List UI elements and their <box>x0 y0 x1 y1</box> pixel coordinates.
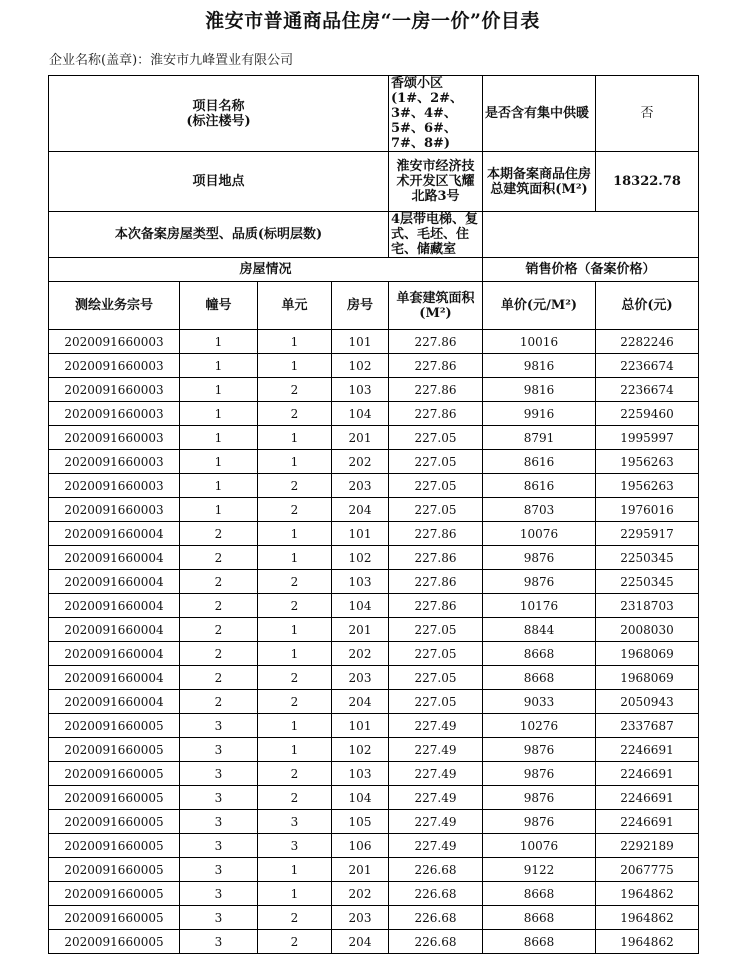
cell-total-price: 2236674 <box>596 354 699 378</box>
cell-total-price: 1964862 <box>596 930 699 954</box>
cell-survey-no: 2020091660004 <box>49 690 180 714</box>
cell-total-price: 2250345 <box>596 546 699 570</box>
cell-building: 1 <box>180 354 258 378</box>
total-area-value: 18322.78 <box>596 152 699 212</box>
company-name: 企业名称(盖章)：淮安市九峰置业有限公司 <box>49 53 294 68</box>
cell-total-price: 1995997 <box>596 426 699 450</box>
cell-area: 227.49 <box>389 786 483 810</box>
table-row <box>49 594 699 618</box>
cell-room: 104 <box>332 594 389 618</box>
price-label: 销售价格（备案价格） <box>483 258 699 282</box>
col-unit: 单元 <box>258 282 332 330</box>
cell-unit-price: 8616 <box>483 450 596 474</box>
cell-building: 2 <box>180 642 258 666</box>
cell-room: 106 <box>332 834 389 858</box>
cell-building: 3 <box>180 714 258 738</box>
cell-unit: 1 <box>258 642 332 666</box>
cell-total-price: 1956263 <box>596 474 699 498</box>
cell-room: 102 <box>332 738 389 762</box>
project-name-label: 项目名称 (标注楼号) <box>49 76 389 152</box>
cell-total-price: 1956263 <box>596 450 699 474</box>
cell-unit: 2 <box>258 666 332 690</box>
cell-building: 1 <box>180 330 258 354</box>
cell-area: 227.05 <box>389 618 483 642</box>
cell-building: 1 <box>180 474 258 498</box>
cell-building: 3 <box>180 906 258 930</box>
location-label: 项目地点 <box>49 152 389 212</box>
cell-survey-no: 2020091660004 <box>49 570 180 594</box>
cell-room: 103 <box>332 762 389 786</box>
cell-building: 3 <box>180 858 258 882</box>
cell-total-price: 1964862 <box>596 882 699 906</box>
cell-total-price: 1968069 <box>596 666 699 690</box>
blank-cell <box>483 212 699 258</box>
table-row <box>49 618 699 642</box>
cell-unit-price: 9816 <box>483 378 596 402</box>
cell-building: 3 <box>180 810 258 834</box>
cell-area: 226.68 <box>389 930 483 954</box>
cell-survey-no: 2020091660005 <box>49 738 180 762</box>
cell-area: 227.49 <box>389 810 483 834</box>
cell-survey-no: 2020091660005 <box>49 714 180 738</box>
cell-area: 226.68 <box>389 882 483 906</box>
cell-area: 227.49 <box>389 762 483 786</box>
cell-room: 103 <box>332 570 389 594</box>
table-row <box>49 426 699 450</box>
price-table <box>48 75 699 954</box>
table-row <box>49 522 699 546</box>
cell-total-price: 2250345 <box>596 570 699 594</box>
cell-survey-no: 2020091660005 <box>49 762 180 786</box>
cell-unit-price: 9876 <box>483 546 596 570</box>
cell-unit-price: 10016 <box>483 330 596 354</box>
cell-room: 101 <box>332 714 389 738</box>
cell-unit: 2 <box>258 378 332 402</box>
table-row <box>49 810 699 834</box>
cell-unit-price: 9916 <box>483 402 596 426</box>
cell-building: 2 <box>180 666 258 690</box>
cell-unit: 1 <box>258 450 332 474</box>
cell-room: 104 <box>332 786 389 810</box>
cell-building: 3 <box>180 762 258 786</box>
cell-unit: 1 <box>258 738 332 762</box>
cell-room: 102 <box>332 546 389 570</box>
project-name-value: 香颂小区(1#、2#、3#、4#、5#、6#、7#、8#) <box>389 76 483 152</box>
col-building: 幢号 <box>180 282 258 330</box>
cell-room: 203 <box>332 906 389 930</box>
cell-total-price: 1976016 <box>596 498 699 522</box>
cell-survey-no: 2020091660005 <box>49 882 180 906</box>
cell-area: 227.05 <box>389 474 483 498</box>
cell-unit-price: 8791 <box>483 426 596 450</box>
cell-survey-no: 2020091660003 <box>49 378 180 402</box>
cell-unit: 2 <box>258 402 332 426</box>
table-row <box>49 330 699 354</box>
cell-building: 2 <box>180 594 258 618</box>
cell-unit-price: 10176 <box>483 594 596 618</box>
cell-room: 202 <box>332 450 389 474</box>
table-row <box>49 906 699 930</box>
cell-survey-no: 2020091660004 <box>49 522 180 546</box>
cell-building: 2 <box>180 522 258 546</box>
cell-total-price: 2236674 <box>596 378 699 402</box>
col-survey-no: 测绘业务宗号 <box>49 282 180 330</box>
cell-unit: 2 <box>258 930 332 954</box>
cell-survey-no: 2020091660004 <box>49 666 180 690</box>
cell-total-price: 1964862 <box>596 906 699 930</box>
cell-room: 204 <box>332 498 389 522</box>
cell-survey-no: 2020091660004 <box>49 546 180 570</box>
cell-area: 227.49 <box>389 834 483 858</box>
table-row <box>49 450 699 474</box>
cell-survey-no: 2020091660004 <box>49 594 180 618</box>
cell-unit-price: 10276 <box>483 714 596 738</box>
cell-building: 3 <box>180 930 258 954</box>
cell-unit-price: 8668 <box>483 882 596 906</box>
cell-unit-price: 8616 <box>483 474 596 498</box>
cell-unit: 2 <box>258 570 332 594</box>
table-row <box>49 378 699 402</box>
cell-survey-no: 2020091660003 <box>49 450 180 474</box>
cell-building: 2 <box>180 690 258 714</box>
cell-unit: 2 <box>258 906 332 930</box>
cell-unit-price: 9816 <box>483 354 596 378</box>
cell-survey-no: 2020091660003 <box>49 426 180 450</box>
cell-survey-no: 2020091660003 <box>49 354 180 378</box>
cell-building: 3 <box>180 882 258 906</box>
cell-building: 2 <box>180 546 258 570</box>
cell-unit: 2 <box>258 498 332 522</box>
cell-building: 2 <box>180 618 258 642</box>
cell-area: 227.05 <box>389 498 483 522</box>
table-row <box>49 858 699 882</box>
cell-room: 201 <box>332 618 389 642</box>
cell-building: 1 <box>180 426 258 450</box>
cell-unit-price: 9033 <box>483 690 596 714</box>
cell-building: 1 <box>180 498 258 522</box>
cell-total-price: 1968069 <box>596 642 699 666</box>
cell-building: 1 <box>180 450 258 474</box>
cell-unit-price: 8668 <box>483 930 596 954</box>
table-body <box>49 330 699 954</box>
col-total-price: 总价(元) <box>596 282 699 330</box>
cell-survey-no: 2020091660003 <box>49 474 180 498</box>
cell-building: 3 <box>180 834 258 858</box>
cell-total-price: 2008030 <box>596 618 699 642</box>
cell-building: 2 <box>180 570 258 594</box>
cell-survey-no: 2020091660005 <box>49 858 180 882</box>
cell-room: 201 <box>332 858 389 882</box>
cell-survey-no: 2020091660004 <box>49 618 180 642</box>
cell-total-price: 2050943 <box>596 690 699 714</box>
cell-unit: 2 <box>258 594 332 618</box>
cell-room: 105 <box>332 810 389 834</box>
cell-area: 227.05 <box>389 450 483 474</box>
table-row <box>49 714 699 738</box>
cell-unit-price: 9876 <box>483 810 596 834</box>
table-row <box>49 474 699 498</box>
cell-room: 102 <box>332 354 389 378</box>
central-heating-label: 是否含有集中供暖 <box>483 76 596 152</box>
cell-total-price: 2246691 <box>596 810 699 834</box>
cell-area: 227.86 <box>389 378 483 402</box>
cell-total-price: 2295917 <box>596 522 699 546</box>
total-area-label: 本期备案商品住房总建筑面积(M²) <box>483 152 596 212</box>
cell-survey-no: 2020091660004 <box>49 642 180 666</box>
table-row <box>49 762 699 786</box>
cell-survey-no: 2020091660005 <box>49 906 180 930</box>
cell-survey-no: 2020091660005 <box>49 834 180 858</box>
cell-building: 1 <box>180 402 258 426</box>
cell-unit-price: 9876 <box>483 786 596 810</box>
cell-unit: 2 <box>258 690 332 714</box>
cell-unit-price: 9876 <box>483 570 596 594</box>
cell-unit: 1 <box>258 426 332 450</box>
cell-room: 203 <box>332 474 389 498</box>
cell-area: 227.86 <box>389 402 483 426</box>
cell-area: 227.49 <box>389 714 483 738</box>
cell-room: 104 <box>332 402 389 426</box>
cell-building: 1 <box>180 378 258 402</box>
cell-room: 204 <box>332 930 389 954</box>
page-title: 淮安市普通商品住房“一房一价”价目表 <box>205 10 540 32</box>
cell-total-price: 2246691 <box>596 762 699 786</box>
type-value: 4层带电梯、复式、毛坯、住宅、储藏室 <box>389 212 483 258</box>
col-area: 单套建筑面积(M²) <box>389 282 483 330</box>
cell-unit-price: 8703 <box>483 498 596 522</box>
cell-area: 227.86 <box>389 354 483 378</box>
cell-survey-no: 2020091660005 <box>49 786 180 810</box>
column-header-row <box>49 282 699 330</box>
cell-room: 203 <box>332 666 389 690</box>
table-row <box>49 402 699 426</box>
cell-total-price: 2246691 <box>596 786 699 810</box>
cell-total-price: 2337687 <box>596 714 699 738</box>
table-row <box>49 738 699 762</box>
cell-area: 227.49 <box>389 738 483 762</box>
cell-unit: 3 <box>258 810 332 834</box>
table-row <box>49 546 699 570</box>
cell-survey-no: 2020091660005 <box>49 810 180 834</box>
cell-unit: 2 <box>258 786 332 810</box>
cell-room: 204 <box>332 690 389 714</box>
cell-building: 3 <box>180 786 258 810</box>
cell-area: 226.68 <box>389 906 483 930</box>
cell-unit: 1 <box>258 330 332 354</box>
cell-unit-price: 10076 <box>483 834 596 858</box>
cell-unit: 1 <box>258 882 332 906</box>
cell-area: 227.05 <box>389 426 483 450</box>
table-row <box>49 642 699 666</box>
cell-total-price: 2318703 <box>596 594 699 618</box>
table-row <box>49 930 699 954</box>
cell-total-price: 2067775 <box>596 858 699 882</box>
cell-area: 227.86 <box>389 546 483 570</box>
cell-area: 227.86 <box>389 330 483 354</box>
cell-survey-no: 2020091660003 <box>49 330 180 354</box>
cell-unit-price: 10076 <box>483 522 596 546</box>
table-row <box>49 786 699 810</box>
table-row <box>49 690 699 714</box>
cell-area: 227.05 <box>389 642 483 666</box>
cell-unit: 1 <box>258 714 332 738</box>
table-row <box>49 570 699 594</box>
table-row <box>49 882 699 906</box>
cell-unit: 2 <box>258 474 332 498</box>
cell-unit-price: 8844 <box>483 618 596 642</box>
table-row <box>49 498 699 522</box>
central-heating-value: 否 <box>596 76 699 152</box>
cell-total-price: 2246691 <box>596 738 699 762</box>
type-label: 本次备案房屋类型、品质(标明层数) <box>49 212 389 258</box>
cell-unit-price: 8668 <box>483 666 596 690</box>
cell-unit: 2 <box>258 762 332 786</box>
cell-area: 226.68 <box>389 858 483 882</box>
cell-unit-price: 9876 <box>483 762 596 786</box>
cell-room: 103 <box>332 378 389 402</box>
cell-unit: 1 <box>258 618 332 642</box>
cell-unit-price: 8668 <box>483 642 596 666</box>
cell-area: 227.86 <box>389 522 483 546</box>
cell-total-price: 2292189 <box>596 834 699 858</box>
cell-survey-no: 2020091660003 <box>49 498 180 522</box>
cell-unit: 1 <box>258 354 332 378</box>
col-room: 房号 <box>332 282 389 330</box>
cell-area: 227.86 <box>389 570 483 594</box>
table-row <box>49 666 699 690</box>
cell-unit-price: 9122 <box>483 858 596 882</box>
cell-total-price: 2259460 <box>596 402 699 426</box>
cell-unit: 1 <box>258 522 332 546</box>
cell-room: 101 <box>332 522 389 546</box>
col-unit-price: 单价(元/M²) <box>483 282 596 330</box>
cell-unit-price: 8668 <box>483 906 596 930</box>
cell-unit: 1 <box>258 546 332 570</box>
cell-unit: 1 <box>258 858 332 882</box>
table-row <box>49 354 699 378</box>
cell-building: 3 <box>180 738 258 762</box>
location-value: 淮安市经济技术开发区飞耀北路3号 <box>389 152 483 212</box>
cell-area: 227.86 <box>389 594 483 618</box>
table-row <box>49 834 699 858</box>
cell-survey-no: 2020091660005 <box>49 930 180 954</box>
cell-room: 202 <box>332 642 389 666</box>
cell-area: 227.05 <box>389 666 483 690</box>
house-info-label: 房屋情况 <box>49 258 483 282</box>
cell-room: 201 <box>332 426 389 450</box>
cell-unit-price: 9876 <box>483 738 596 762</box>
cell-total-price: 2282246 <box>596 330 699 354</box>
cell-unit: 3 <box>258 834 332 858</box>
cell-area: 227.05 <box>389 690 483 714</box>
cell-room: 202 <box>332 882 389 906</box>
cell-survey-no: 2020091660003 <box>49 402 180 426</box>
cell-room: 101 <box>332 330 389 354</box>
